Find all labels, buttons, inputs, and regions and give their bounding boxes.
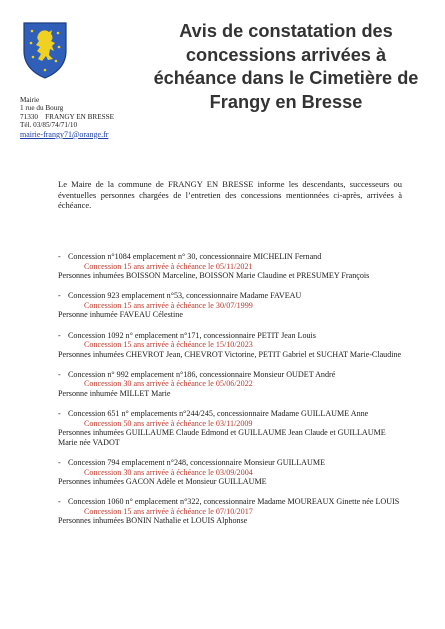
- concession-expiry: Concession 15 ans arrivée à échéance le 07/10/2017: [84, 506, 253, 516]
- concession-inhumed: Personnes inhumées BONIN Nathalie et LOUIS Alphonse: [58, 516, 248, 526]
- concession-entry: [58, 409, 402, 447]
- concession-expiry: Concession 15 ans arrivée à échéance le 05/11/2021: [84, 261, 253, 271]
- concession-inhumed: Personne inhumée FAVEAU Célestine: [58, 310, 183, 320]
- list-dash: -: [58, 369, 61, 379]
- list-dash: -: [58, 458, 61, 467]
- concession-inhumed: Personne inhumée MILLET Marie: [58, 389, 171, 399]
- concession-entry: [58, 458, 402, 487]
- concession-expiry: Concession 30 ans arrivée à échéance le 05/06/2022: [84, 379, 253, 389]
- concession-list: [58, 252, 402, 537]
- concession-title: [58, 252, 402, 262]
- concession-title: [58, 497, 402, 507]
- concession-entry: [58, 497, 402, 526]
- list-dash: -: [58, 409, 61, 419]
- concession-expiry: Concession 50 ans arrivée à échéance le 03/11/2009: [84, 418, 253, 428]
- concession-expiry: Concession 15 ans arrivée à échéance le 15/10/2023: [84, 340, 253, 350]
- list-dash: -: [58, 291, 61, 301]
- mairie-phone: Tél. 03/85/74/71/10: [20, 121, 78, 130]
- concession-title: [58, 370, 402, 380]
- concession-title: [58, 409, 402, 419]
- concession-label: Concession n° 992 emplacement n°186, concessionnaire Monsieur OUDET André: [68, 369, 336, 379]
- concession-expiry: Concession 15 ans arrivée à échéance le 30/07/1999: [84, 300, 253, 310]
- concession-entry: [58, 370, 402, 399]
- mairie-city: 71330 FRANGY EN BRESSE: [20, 112, 114, 121]
- list-dash: -: [58, 252, 61, 261]
- concession-expiry: Concession 30 ans arrivée à échéance le 03/09/2004: [84, 467, 253, 477]
- mairie-label: Mairie: [20, 96, 40, 104]
- concession-title: [58, 331, 402, 341]
- concession-label: Concession 923 emplacement n°53, concessionnaire Madame FAVEAU: [68, 291, 302, 301]
- concession-inhumed: Personnes inhumées GUILLAUME Claude Edmond et GUILLAUME Jean Claude et GUILLAUME Marie née VADOT: [58, 428, 386, 447]
- concession-entry: [58, 331, 402, 360]
- mairie-email-link[interactable]: mairie-frangy71@orange.fr: [20, 129, 109, 139]
- concession-label: Concession 1092 n° emplacement n°171, concessionnaire PETIT Jean Louis: [68, 330, 316, 340]
- concession-entry: [58, 252, 402, 281]
- concession-inhumed: Personnes inhumées BOISSON Marceline, BOISSON Marie Claudine et PRESUMEY François: [58, 271, 370, 281]
- concession-label: Concession 1060 n° emplacement n°322, concessionnaire Madame MOUREAUX Ginette née LOUIS: [68, 497, 400, 507]
- list-dash: -: [58, 330, 61, 340]
- concession-entry: [58, 291, 402, 320]
- concession-label: Concession n°1084 emplacement n° 30, concessionnaire MICHELIN Fernand: [68, 252, 322, 261]
- concession-label: Concession 651 n° emplacements n°244/245, concessionnaire Madame GUILLAUME Anne: [68, 409, 369, 419]
- concession-title: [58, 291, 402, 301]
- intro-paragraph: Le Maire de la commune de FRANGY EN BRESSE informe les descendants, successeurs ou éventuelles personnes chargées de l’entretien des concessions mentionnées ci-après, arrivées à échéance.: [58, 179, 402, 211]
- concession-label: Concession 794 emplacement n°248, concessionnaire Monsieur GUILLAUME: [68, 458, 326, 467]
- mairie-street: 1 rue du Bourg: [20, 104, 64, 113]
- page-title: Avis de constatation des concessions arrivées à échéance dans le Cimetière de Frangy en Bresse: [153, 21, 419, 112]
- coat-of-arms-icon: [22, 21, 68, 79]
- concession-inhumed: Personnes inhumées GACON Adèle et Monsieur GUILLAUME: [58, 477, 267, 487]
- mairie-address-block: [20, 96, 114, 139]
- concession-title: [58, 458, 402, 468]
- concession-inhumed: Personnes inhumées CHEVROT Jean, CHEVROT Victorine, PETIT Gabriel et SUCHAT Marie-Claudine: [58, 349, 402, 359]
- list-dash: -: [58, 497, 61, 507]
